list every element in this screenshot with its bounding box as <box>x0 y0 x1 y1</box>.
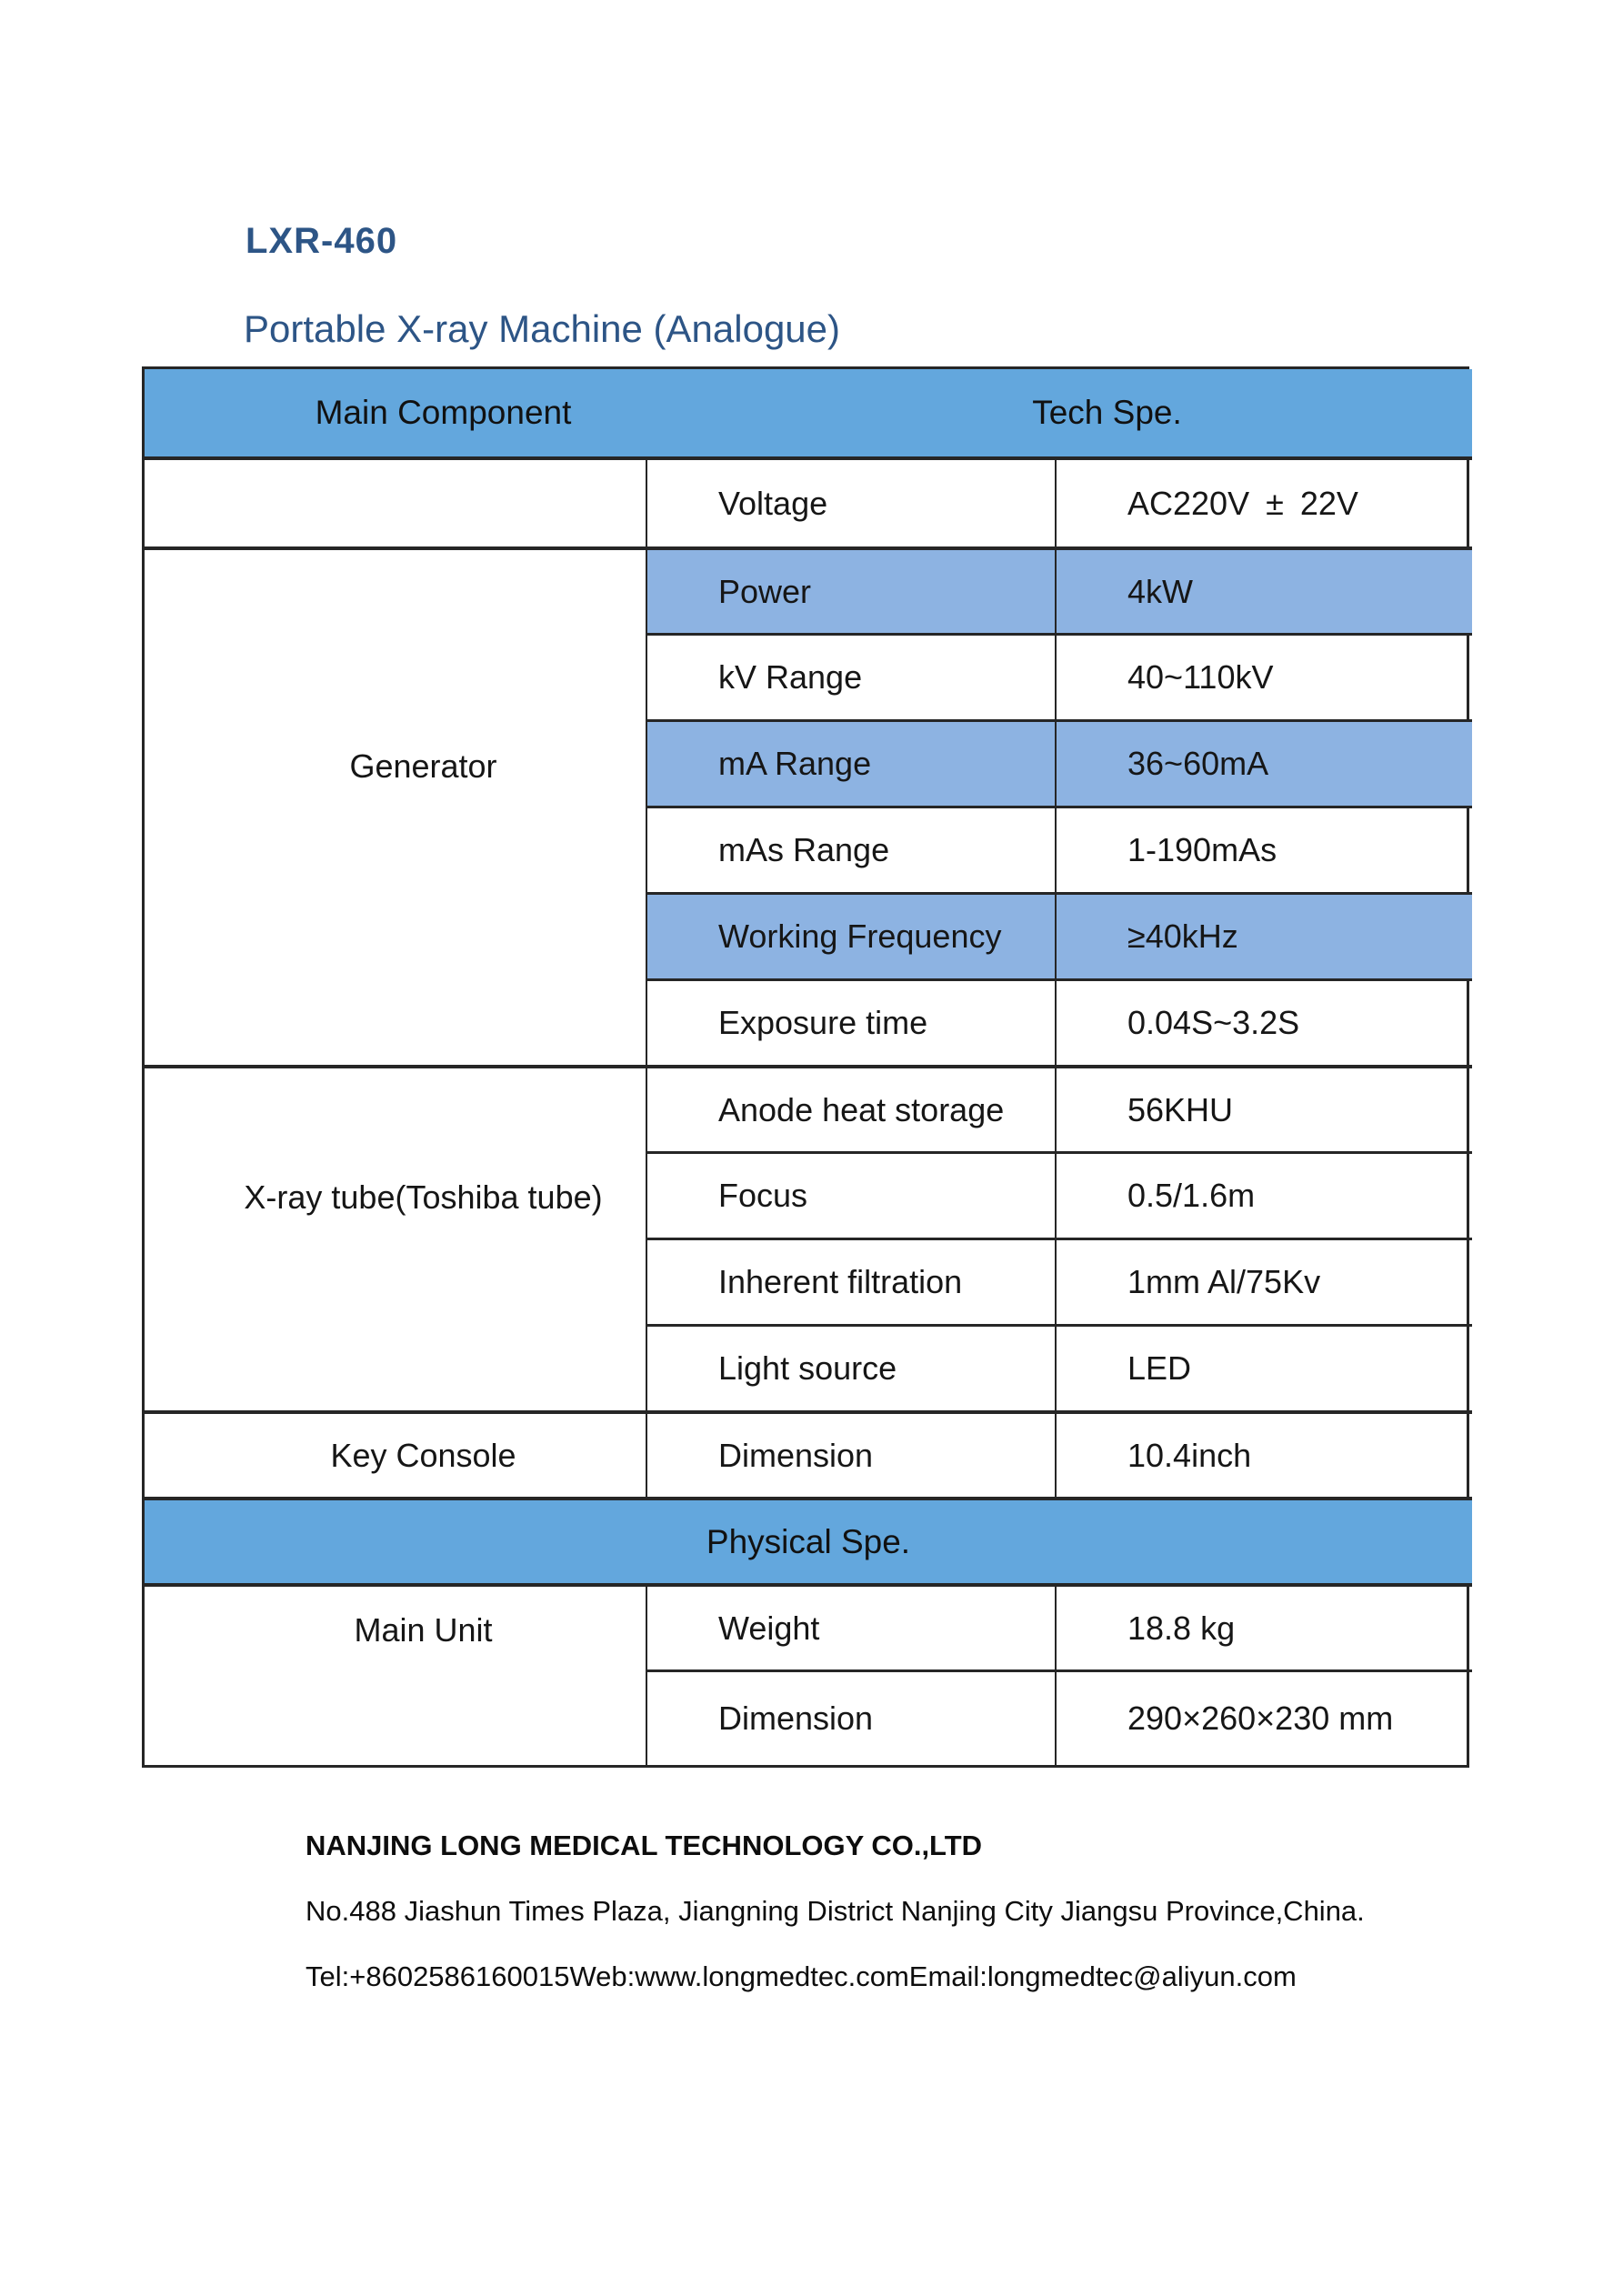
value-cell: 1mm Al/75Kv <box>1055 1238 1472 1324</box>
page-title: LXR-460 <box>245 221 398 261</box>
component-cell-xray-tube <box>145 1065 646 1410</box>
component-label: X-ray tube(Toshiba tube) <box>244 1178 603 1216</box>
component-cell-empty <box>145 460 646 546</box>
value-cell: 290×260×230 mm <box>1055 1669 1472 1765</box>
component-cell-main-unit <box>145 1583 646 1765</box>
section-header-physical-spe: Physical Spe. <box>145 1497 1472 1583</box>
value-cell: 0.5/1.6m <box>1055 1151 1472 1238</box>
value-cell: LED <box>1055 1324 1472 1410</box>
value-cell: 18.8 kg <box>1055 1583 1472 1669</box>
footer-company-name: NANJING LONG MEDICAL TECHNOLOGY CO.,LTD <box>306 1830 983 1861</box>
param-cell: mAs Range <box>646 806 1055 892</box>
value-cell: 10.4inch <box>1055 1410 1472 1497</box>
component-label: Generator <box>349 747 497 785</box>
footer-address: No.488 Jiashun Times Plaza, Jiangning District Nanjing City Jiangsu Province,China. <box>306 1895 1365 1927</box>
footer <box>306 1826 1365 2022</box>
param-cell: Weight <box>646 1583 1055 1669</box>
param-cell: Power <box>646 546 1055 633</box>
page-subtitle: Portable X-ray Machine (Analogue) <box>244 307 841 350</box>
param-cell: kV Range <box>646 633 1055 719</box>
value-cell: 0.04S~3.2S <box>1055 978 1472 1065</box>
param-cell: Focus <box>646 1151 1055 1238</box>
table-header-row <box>145 369 1472 460</box>
param-cell: Dimension <box>646 1410 1055 1497</box>
value-cell: 36~60mA <box>1055 719 1472 806</box>
param-cell: Inherent filtration <box>646 1238 1055 1324</box>
component-cell-key-console: Key Console <box>145 1410 646 1497</box>
table-header-main-component: Main Component <box>315 394 572 431</box>
param-cell: Dimension <box>646 1669 1055 1765</box>
value-cell: 40~110kV <box>1055 633 1472 719</box>
param-cell: Light source <box>646 1324 1055 1410</box>
component-label: Main Unit <box>354 1611 493 1649</box>
param-cell: Voltage <box>646 460 1055 546</box>
param-cell: Working Frequency <box>646 892 1055 978</box>
param-cell: Exposure time <box>646 978 1055 1065</box>
value-cell: 56KHU <box>1055 1065 1472 1151</box>
spec-table <box>142 366 1469 1768</box>
param-cell: mA Range <box>646 719 1055 806</box>
table-header-tech-spe: Tech Spe. <box>1032 394 1182 431</box>
component-cell-generator <box>145 546 646 1065</box>
value-cell: AC220V ± 22V <box>1055 460 1472 546</box>
param-cell: Anode heat storage <box>646 1065 1055 1151</box>
value-cell: ≥40kHz <box>1055 892 1472 978</box>
value-cell: 1-190mAs <box>1055 806 1472 892</box>
footer-contact: Tel:+8602586160015Web:www.longmedtec.comEmail:longmedtec@aliyun.com <box>306 1960 1297 1992</box>
value-cell: 4kW <box>1055 546 1472 633</box>
